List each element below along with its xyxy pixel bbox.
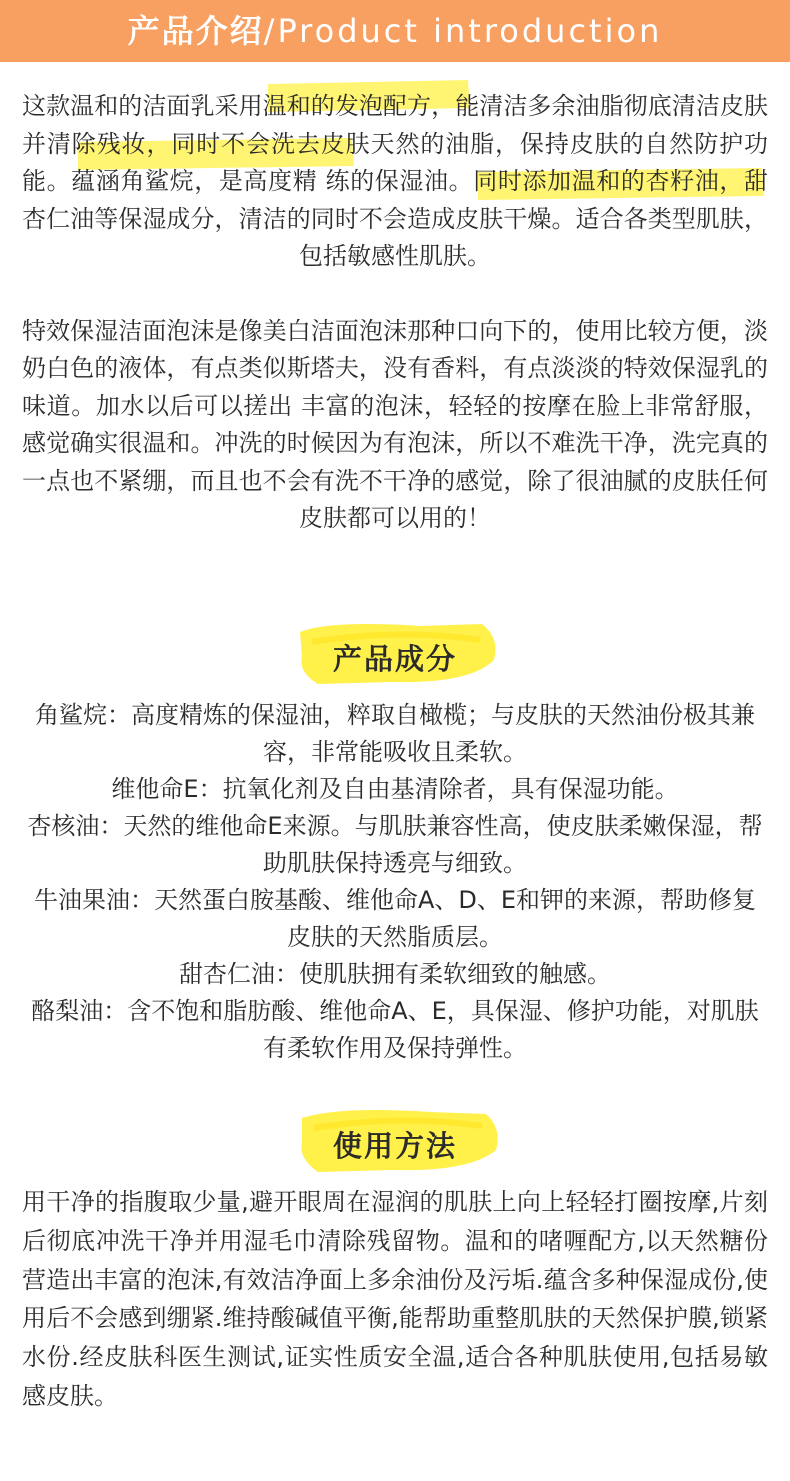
banner-title-en: Product introduction <box>277 12 663 50</box>
ingredients-heading-block <box>0 612 790 692</box>
usage-text: 用干净的指腹取少量,避开眼周在湿润的肌肤上向上轻轻打圈按摩,片刻后彻底冲洗干净并用湿毛巾清除残留物。温和的啫喱配方,以天然糖份营造出丰富的泡沫,有效洁净面上多余油份及污垢.蕴含多种保湿成份,使用后不会感到绷紧.维持酸碱值平衡,能帮助重整肌肤的天然保护膜,锁紧水份.经皮肤科医生测试,证实性质安全温,适合各种肌肤使用,包括易敏感皮肤。 <box>22 1188 768 1410</box>
intro-text <box>22 88 768 538</box>
ingredient-item: 甜杏仁油：使肌肤拥有柔软细致的触感。 <box>179 960 611 988</box>
ingredients-list <box>22 697 768 1067</box>
intro-paragraph-2: 特效保湿洁面泡沫是像美白洁面泡沫那种口向下的，使用比较方便，淡奶白色的液体，有点类似斯塔夫，没有香料，有点淡淡的特效保湿乳的味道。加水以后可以搓出 丰富的泡沫，轻轻的按摩在脸上非常舒服，感觉确实很温和。冲洗的时候因为有泡沫，所以不难洗干净，洗完真的一点也不紧绷，而且也不会有洗不干净的感觉，除了很油腻的皮肤任何皮肤都可以用的！ <box>22 316 768 532</box>
usage-heading-block <box>0 1100 790 1180</box>
usage-heading: 使用方法 <box>332 1129 457 1163</box>
ingredient-item: 维他命E：抗氧化剂及自由基清除者，具有保湿功能。 <box>111 775 679 803</box>
ingredients-heading: 产品成分 <box>332 642 457 676</box>
banner-separator: / <box>263 12 278 50</box>
ingredient-item: 杏核油：天然的维他命E来源。与肌肤兼容性高，使皮肤柔嫩保湿，帮助肌肤保持透亮与细致。 <box>27 812 763 877</box>
banner-title-zh: 产品介绍 <box>127 12 264 50</box>
ingredient-item: 酪梨油：含不饱和脂肪酸、维他命A、E，具保湿、修护功能，对肌肤有柔软作用及保持弹性。 <box>31 997 759 1062</box>
intro-paragraph-1: 这款温和的洁面乳采用温和的发泡配方，能清洁多余油脂彻底清洁皮肤并清除残妆，同时不会洗去皮肤天然的油脂，保持皮肤的自然防护功能。蕴涵角鲨烷，是高度精 练的保湿油。同时添加温和的杏籽油，甜杏仁油等保湿成分，清洁的同时不会造成皮肤干燥。适合各类型肌肤，包括敏感性肌肤。 <box>22 92 768 270</box>
ingredient-item: 角鲨烷：高度精炼的保湿油，粹取自橄榄；与皮肤的天然油份极其兼容，非常能吸收且柔软。 <box>35 701 755 766</box>
ingredient-item: 牛油果油：天然蛋白胺基酸、维他命A、D、E和钾的来源，帮助修复皮肤的天然脂质层。 <box>33 886 757 951</box>
